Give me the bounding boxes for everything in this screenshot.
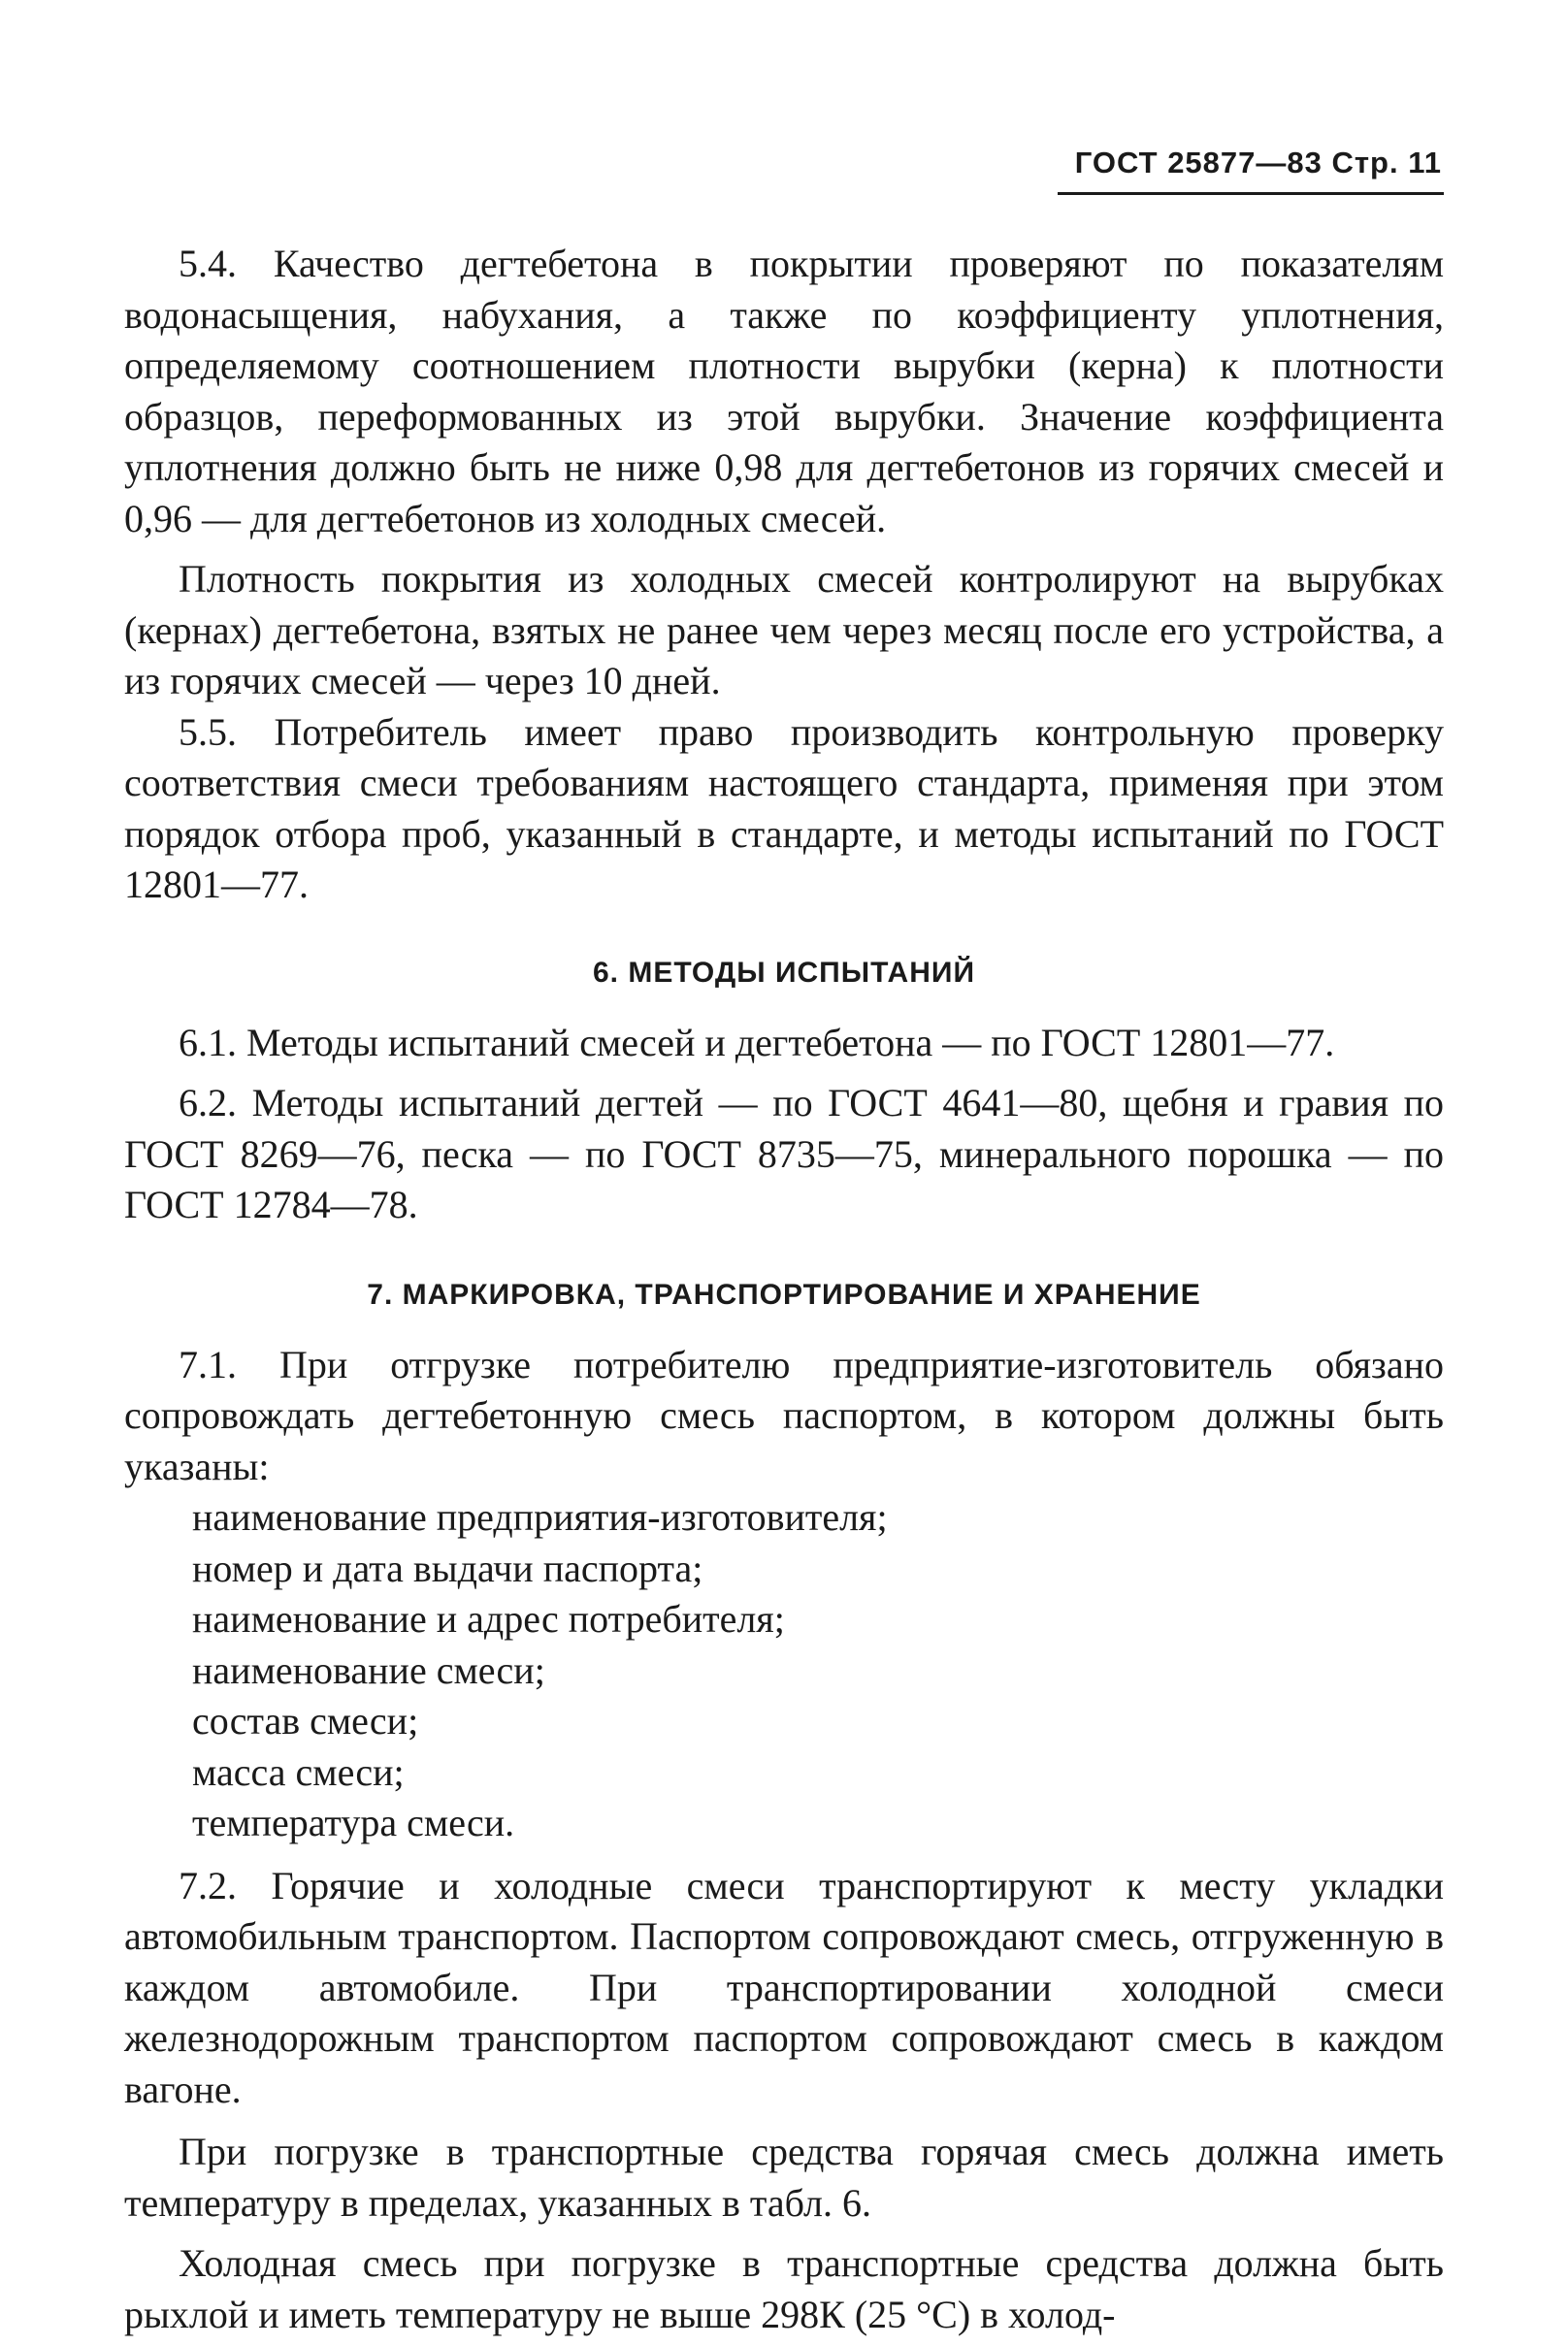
list-item: номер и дата выдачи паспорта; (192, 1546, 703, 1590)
paragraph-7-2-hot-mix: При погрузке в транспортные средства горячая смесь должна иметь температуру в пределах, указанных в табл. 6. (124, 2130, 1444, 2225)
list-item: масса смеси; (192, 1749, 405, 1794)
page-body (124, 239, 1444, 2340)
section-7-heading: 7. МАРКИРОВКА, ТРАНСПОРТИРОВАНИЕ И ХРАНЕНИЕ (367, 1278, 1201, 1311)
paragraph-5-4: 5.4. Качество дегтебетона в покрытии проверяют по показателям водонасыщения, набухания, а также по коэффициенту уплотнения, определяемому соотношением плотности вырубки (керна) к плотности образцов, переформованных из этой вырубки. Значение коэффициента уплотнения должно быть не ниже 0,98 для дегтебетонов из горячих смесей и 0,96 — для дегтебетонов из холодных смесей. (124, 242, 1444, 540)
header-rule (1058, 192, 1444, 195)
list-item: наименование и адрес потребителя; (192, 1597, 785, 1641)
list-item: температура смеси. (192, 1801, 515, 1844)
list-item: наименование смеси; (192, 1647, 545, 1692)
list-item: состав смеси; (192, 1699, 419, 1743)
paragraph-7-2-cold-mix: Холодная смесь при погрузке в транспортные средства должна быть рыхлой и иметь температуру не выше 298К (25 °С) в холод- (124, 2241, 1444, 2336)
paragraph-5-4-density: Плотность покрытия из холодных смесей контролируют на вырубках (кернах) дегтебетона, взятых не ранее чем через месяц после его устройства, а из горячих смесей — через 10 дней. (124, 557, 1444, 702)
paragraph-5-5: 5.5. Потребитель имеет право производить контрольную проверку соответствия смеси требованиям настоящего стандарта, применяя при этом порядок отбора проб, указанный в стандарте, и методы испытаний по ГОСТ 12801—77. (124, 709, 1444, 906)
paragraph-6-2: 6.2. Методы испытаний дегтей — по ГОСТ 4641—80, щебня и гравия по ГОСТ 8269—76, песка — по ГОСТ 8735—75, минерального порошка — по ГОСТ 12784—78. (124, 1081, 1444, 1226)
running-header: ГОСТ 25877—83 Стр. 11 (1074, 146, 1442, 179)
paragraph-6-1: 6.1. Методы испытаний смесей и дегтебетона — по ГОСТ 12801—77. (179, 1020, 1335, 1064)
list-item: наименование предприятия-изготовителя; (192, 1495, 888, 1539)
paragraph-7-1: 7.1. При отгрузке потребителю предприятие-изготовитель обязано сопровождать дегтебетонную смесь паспортом, в котором должны быть указаны: (124, 1342, 1444, 1488)
paragraph-7-2: 7.2. Горячие и холодные смеси транспортируют к месту укладки автомобильным транспортом. Паспортом сопровождают смесь, отгруженную в каждом автомобиле. При транспортировании холодной смеси железнодорожным транспортом паспортом сопровождают смесь в каждом вагоне. (124, 1863, 1444, 2111)
passport-fields-list (124, 1492, 1444, 1849)
section-6-heading: 6. МЕТОДЫ ИСПЫТАНИЙ (593, 956, 975, 989)
